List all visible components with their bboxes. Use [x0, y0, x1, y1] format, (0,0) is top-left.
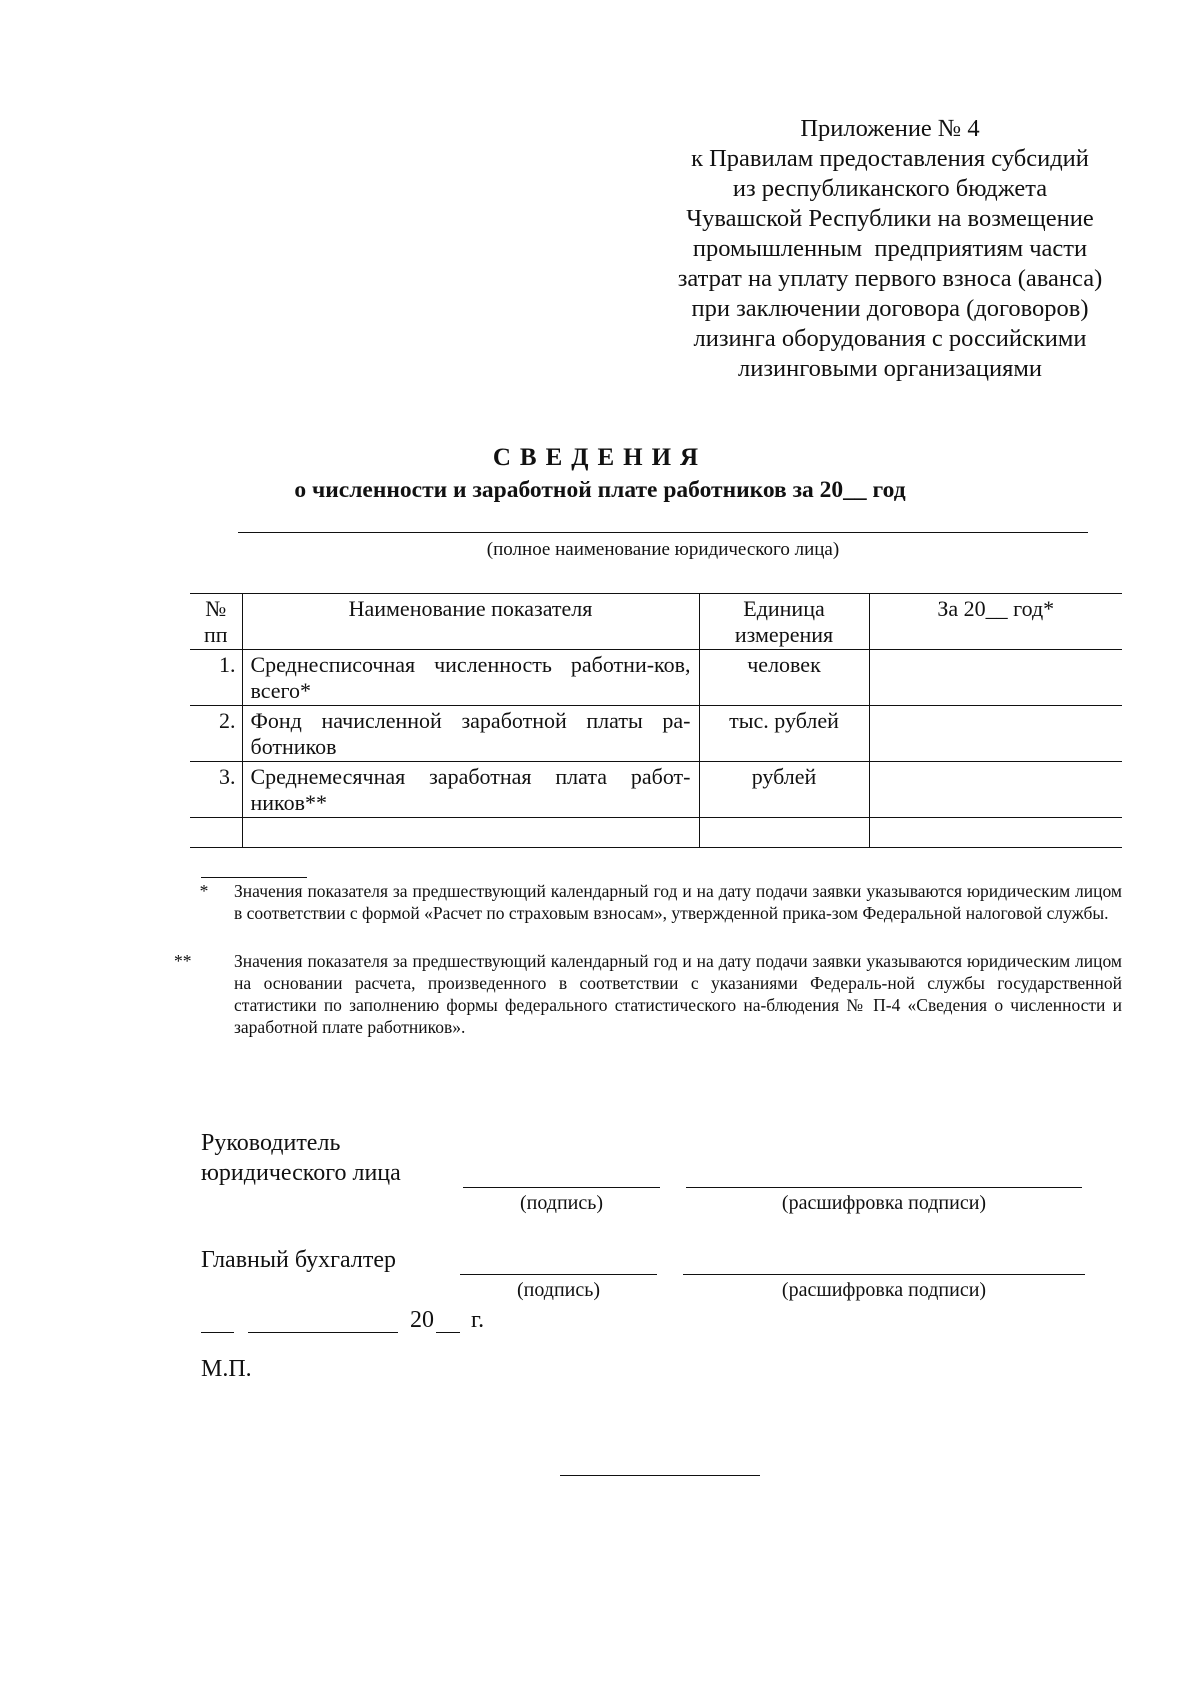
- indicators-table: [190, 593, 1122, 848]
- row-unit: тыс. рублей: [699, 706, 869, 762]
- header-num: № пп: [190, 594, 242, 650]
- row-unit: рублей: [699, 762, 869, 818]
- appendix-line: при заключении договора (договоров): [691, 295, 1089, 322]
- header-unit: Единица измерения: [699, 594, 869, 650]
- empty-cell[interactable]: [190, 818, 242, 848]
- footnote-1: [199, 880, 1122, 924]
- table-row: [190, 650, 1122, 706]
- accountant-signature-caption: (подпись): [516, 1279, 601, 1301]
- table-header-row: [190, 594, 1122, 650]
- footnote-1-mark: *: [199, 881, 209, 901]
- row-value-cell[interactable]: [869, 706, 1122, 762]
- appendix-header: [640, 114, 1140, 384]
- row-name: Фонд начисленной заработной платы ра-ботников: [242, 706, 699, 762]
- appendix-line: из республиканского бюджета: [732, 175, 1048, 202]
- stamp-place: М.П.: [201, 1356, 252, 1382]
- appendix-line: Приложение № 4: [800, 115, 980, 142]
- footnote-2-mark: **: [174, 951, 192, 971]
- row-name: Среднесписочная численность работни-ков, всего*: [242, 650, 699, 706]
- row-num: 2.: [190, 706, 242, 762]
- date-month-line[interactable]: [248, 1332, 398, 1333]
- document-subtitle: о численности и заработной плате работников за 20__ год: [294, 477, 906, 503]
- date-year-suffix: г.: [471, 1307, 485, 1333]
- accountant-decode-line[interactable]: [683, 1274, 1085, 1275]
- accountant-signature-line[interactable]: [460, 1274, 657, 1275]
- appendix-line: промышленным предприятиям части: [692, 235, 1088, 262]
- head-label-line1: Руководитель: [201, 1130, 341, 1156]
- appendix-line: затрат на уплату первого взноса (аванса): [677, 265, 1103, 292]
- row-unit: человек: [699, 650, 869, 706]
- header-period: За 20__ год*: [869, 594, 1122, 650]
- document-title: СВЕДЕНИЯ: [492, 444, 708, 471]
- appendix-line: к Правилам предоставления субсидий: [691, 145, 1089, 172]
- head-label-line2: юридического лица: [201, 1160, 401, 1186]
- footnote-separator: [201, 877, 307, 878]
- row-name: Среднемесячная заработная плата работ-ников**: [242, 762, 699, 818]
- accountant-label: Главный бухгалтер: [201, 1247, 396, 1273]
- appendix-line: лизинговыми организациями: [737, 355, 1042, 382]
- row-value-cell[interactable]: [869, 762, 1122, 818]
- date-year-line[interactable]: [436, 1332, 460, 1333]
- footnote-2: [174, 950, 1122, 1038]
- empty-cell[interactable]: [699, 818, 869, 848]
- empty-cell[interactable]: [869, 818, 1122, 848]
- footnote-1-text: Значения показателя за предшествующий календарный год и на дату подачи заявки указываются юридическим лицом в соответствии с формой «Расчет по страховым взносам», утвержденной прика-зом Федеральной налоговой службы.: [234, 881, 1122, 923]
- table-row-empty: [190, 818, 1122, 848]
- entity-name-line[interactable]: [238, 532, 1088, 533]
- appendix-line: лизинга оборудования с российскими: [693, 325, 1087, 352]
- header-name: Наименование показателя: [242, 594, 699, 650]
- bottom-separator: [560, 1475, 760, 1476]
- head-signature-caption: (подпись): [519, 1192, 604, 1214]
- accountant-decode-caption: (расшифровка подписи): [781, 1279, 987, 1301]
- footnote-2-text: Значения показателя за предшествующий календарный год и на дату подачи заявки указываются юридическим лицом на основании расчета, произведенного в соответствии с указаниями Федераль-ной службы государственной статистики по заполнению формы федерального статистического на-блюдения № П-4 «Сведения о численности и заработной плате работников».: [234, 951, 1122, 1037]
- empty-cell[interactable]: [242, 818, 699, 848]
- table-row: [190, 706, 1122, 762]
- date-year-prefix: 20: [410, 1307, 434, 1333]
- row-num: 1.: [190, 650, 242, 706]
- head-decode-line[interactable]: [686, 1187, 1082, 1188]
- head-signature-line[interactable]: [463, 1187, 660, 1188]
- head-decode-caption: (расшифровка подписи): [781, 1192, 987, 1214]
- entity-name-caption: (полное наименование юридического лица): [486, 539, 840, 560]
- date-day-line[interactable]: [201, 1332, 234, 1333]
- table-row: [190, 762, 1122, 818]
- appendix-line: Чувашской Республики на возмещение: [686, 205, 1094, 232]
- row-num: 3.: [190, 762, 242, 818]
- row-value-cell[interactable]: [869, 650, 1122, 706]
